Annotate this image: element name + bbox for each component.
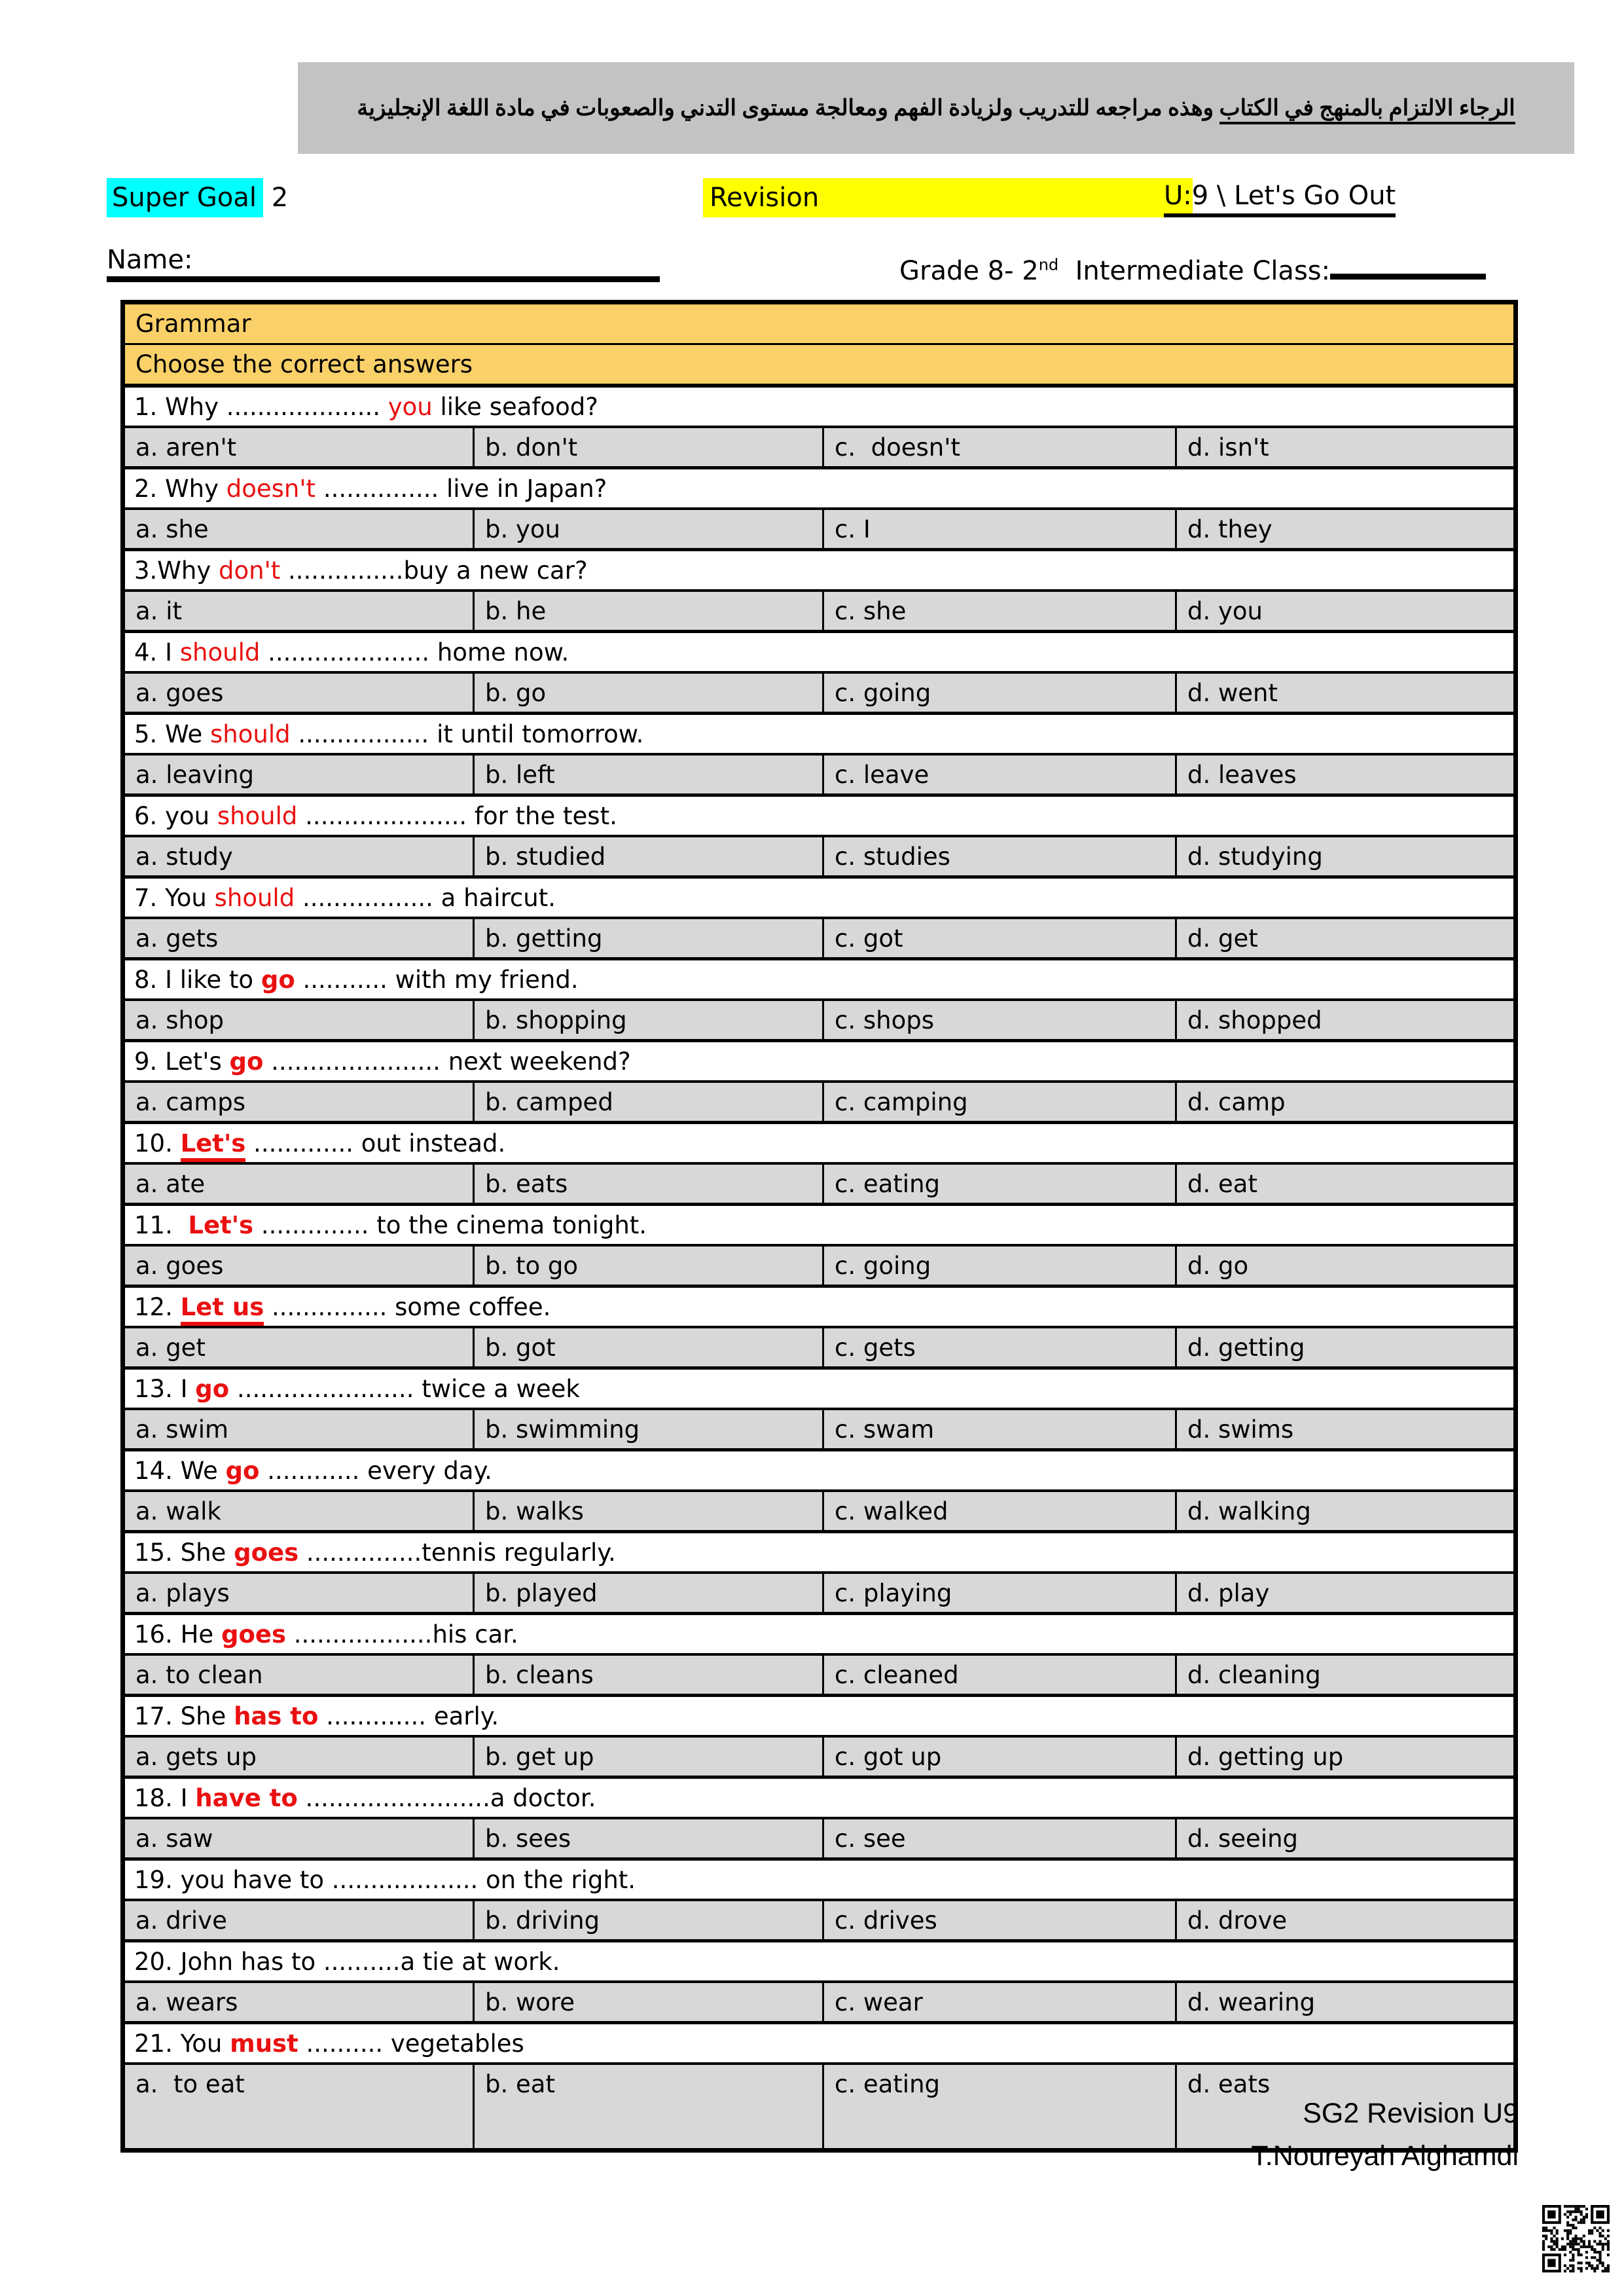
- question-text: [123, 1041, 1516, 1082]
- option-cell: d. eats: [1176, 2064, 1516, 2151]
- option-cell: a. she: [123, 509, 474, 550]
- option-cell: d. leaves: [1176, 754, 1516, 795]
- options-row: [123, 672, 1516, 714]
- question-keyword: must: [230, 2029, 298, 2058]
- option-cell: c. I: [823, 509, 1176, 550]
- class-blank-line: [1330, 244, 1486, 280]
- question-text: [123, 1532, 1516, 1573]
- qr-code: [1542, 2205, 1610, 2272]
- book-title-line: [107, 178, 288, 217]
- option-cell: b. eat: [474, 2064, 823, 2151]
- question-text: [123, 550, 1516, 591]
- options-row: [123, 1573, 1516, 1614]
- options-row: [123, 836, 1516, 877]
- option-cell: d. you: [1176, 591, 1516, 632]
- question-fragment: 11.: [134, 1211, 189, 1239]
- option-cell: c. see: [823, 1818, 1176, 1859]
- options-row: [123, 1900, 1516, 1941]
- option-cell: b. cleans: [474, 1654, 823, 1696]
- option-cell: d. eat: [1176, 1163, 1516, 1205]
- question-fragment: 6. you: [134, 801, 217, 830]
- question-fragment: ............ every day.: [259, 1456, 492, 1485]
- question-text: [123, 1368, 1516, 1410]
- option-cell: d. getting up: [1176, 1736, 1516, 1777]
- option-cell: c. swam: [823, 1409, 1176, 1450]
- book-number: 2: [271, 183, 289, 213]
- question-keyword: doesn't: [226, 474, 316, 503]
- options-row: [123, 427, 1516, 468]
- options-row: [123, 754, 1516, 795]
- question-row: [123, 1777, 1516, 1819]
- question-row: [123, 1941, 1516, 1982]
- question-keyword: should: [217, 801, 298, 830]
- options-row: [123, 509, 1516, 550]
- options-row: [123, 1000, 1516, 1041]
- question-text: [123, 2023, 1516, 2064]
- question-row: [123, 1368, 1516, 1410]
- option-cell: d. they: [1176, 509, 1516, 550]
- question-fragment: 3.Why: [134, 556, 219, 585]
- question-keyword: go: [261, 965, 295, 994]
- question-keyword: go: [195, 1374, 230, 1403]
- options-row: [123, 1982, 1516, 2023]
- option-cell: b. got: [474, 1327, 823, 1368]
- option-cell: d. get: [1176, 918, 1516, 959]
- option-cell: c. studies: [823, 836, 1176, 877]
- option-cell: d. went: [1176, 672, 1516, 714]
- option-cell: c. playing: [823, 1573, 1176, 1614]
- question-fragment: 8. I like to: [134, 965, 261, 994]
- options-row: [123, 1736, 1516, 1777]
- question-fragment: ..................... for the test.: [297, 801, 617, 830]
- option-cell: a. wears: [123, 1982, 474, 2023]
- question-fragment: 17. She: [134, 1702, 234, 1730]
- question-keyword: Let's: [188, 1211, 254, 1239]
- option-cell: a. plays: [123, 1573, 474, 1614]
- credit-line-2: T.Noureyah Alghamdi: [1251, 2140, 1519, 2172]
- question-row: [123, 1286, 1516, 1328]
- option-cell: c. leave: [823, 754, 1176, 795]
- question-text: [123, 1696, 1516, 1737]
- option-cell: c. got: [823, 918, 1176, 959]
- arabic-text: [357, 95, 1515, 121]
- question-fragment: like seafood?: [432, 392, 598, 421]
- question-row: [123, 468, 1516, 509]
- question-keyword: Let's: [181, 1129, 246, 1162]
- question-text: [123, 1205, 1516, 1246]
- question-keyword: goes: [234, 1538, 299, 1567]
- question-text: [123, 1941, 1516, 1982]
- question-text: [123, 1777, 1516, 1819]
- option-cell: c. gets: [823, 1327, 1176, 1368]
- question-text: [123, 1614, 1516, 1655]
- question-fragment: ..................his car.: [285, 1620, 518, 1649]
- option-cell: d. go: [1176, 1245, 1516, 1286]
- question-keyword: should: [210, 720, 291, 748]
- question-row: [123, 1614, 1516, 1655]
- table-instruction-row: [123, 344, 1516, 386]
- option-cell: d. isn't: [1176, 427, 1516, 468]
- option-cell: b. go: [474, 672, 823, 714]
- footer-credit: [1251, 2092, 1519, 2177]
- unit-title: U:9 \ Let's Go Out: [1164, 178, 1396, 217]
- option-cell: c. going: [823, 672, 1176, 714]
- options-row: [123, 1409, 1516, 1450]
- option-cell: b. shopping: [474, 1000, 823, 1041]
- option-cell: d. drove: [1176, 1900, 1516, 1941]
- question-row: [123, 1532, 1516, 1573]
- question-fragment: 20. John has to ..........a tie at work.: [134, 1947, 560, 1976]
- grammar-table-body: [123, 302, 1516, 2151]
- option-cell: b. camped: [474, 1082, 823, 1123]
- book-title-highlight: [107, 178, 263, 217]
- question-row: [123, 959, 1516, 1000]
- option-cell: d. seeing: [1176, 1818, 1516, 1859]
- option-cell: c. wear: [823, 1982, 1176, 2023]
- question-row: [123, 877, 1516, 919]
- question-fragment: 12.: [134, 1292, 181, 1321]
- option-cell: b. to go: [474, 1245, 823, 1286]
- options-row: [123, 1163, 1516, 1205]
- question-keyword: don't: [219, 556, 281, 585]
- question-fragment: 1. Why ....................: [134, 392, 388, 421]
- option-cell: a. walk: [123, 1491, 474, 1532]
- question-keyword: you: [388, 392, 433, 421]
- question-row: [123, 386, 1516, 427]
- option-cell: b. wore: [474, 1982, 823, 2023]
- option-cell: a. swim: [123, 1409, 474, 1450]
- options-row: [123, 918, 1516, 959]
- question-text: [123, 632, 1516, 673]
- option-cell: d. cleaning: [1176, 1654, 1516, 1696]
- question-row: [123, 550, 1516, 591]
- arabic-banner: [298, 62, 1574, 154]
- question-text: [123, 1286, 1516, 1328]
- option-cell: c. walked: [823, 1491, 1176, 1532]
- question-fragment: ........... with my friend.: [295, 965, 579, 994]
- name-blank-line: [107, 244, 660, 282]
- question-text: [123, 795, 1516, 837]
- question-row: [123, 1205, 1516, 1246]
- grammar-table: [120, 300, 1518, 2153]
- option-cell: c. got up: [823, 1736, 1176, 1777]
- option-cell: b. you: [474, 509, 823, 550]
- arabic-rest: وهذه مراجعه للتدريب ولزيادة الفهم ومعالجة مستوى التدني والصعوبات في مادة اللغة الإنجليزية: [357, 96, 1219, 120]
- option-cell: c. eating: [823, 1163, 1176, 1205]
- question-fragment: ............... live in Japan?: [316, 474, 607, 503]
- options-row: [123, 1082, 1516, 1123]
- option-cell: a. shop: [123, 1000, 474, 1041]
- option-cell: d. camp: [1176, 1082, 1516, 1123]
- option-cell: d. studying: [1176, 836, 1516, 877]
- question-text: [123, 714, 1516, 755]
- question-text: [123, 1123, 1516, 1164]
- option-cell: b. swimming: [474, 1409, 823, 1450]
- question-text: [123, 1859, 1516, 1901]
- question-fragment: 18. I: [134, 1783, 196, 1812]
- option-cell: a. gets up: [123, 1736, 474, 1777]
- option-cell: c. she: [823, 591, 1176, 632]
- class-label: Intermediate Class:: [1058, 256, 1331, 286]
- question-keyword: go: [225, 1456, 260, 1485]
- question-fragment: ............... some coffee.: [264, 1292, 551, 1321]
- question-fragment: 19. you have to ................... on the right.: [134, 1865, 636, 1894]
- question-fragment: 14. We: [134, 1456, 226, 1485]
- grade-text: Grade 8- 2: [899, 256, 1039, 286]
- question-fragment: 9. Let's: [134, 1047, 230, 1076]
- name-label: Name:: [107, 245, 193, 275]
- options-row: [123, 591, 1516, 632]
- option-cell: a. to eat: [123, 2064, 474, 2151]
- question-row: [123, 1859, 1516, 1901]
- question-fragment: 4. I: [134, 638, 180, 666]
- grade-superscript: nd: [1038, 255, 1059, 274]
- question-fragment: 10.: [134, 1129, 181, 1157]
- option-cell: b. driving: [474, 1900, 823, 1941]
- question-keyword: goes: [221, 1620, 286, 1649]
- question-keyword: should: [179, 638, 261, 666]
- question-row: [123, 795, 1516, 837]
- option-cell: b. walks: [474, 1491, 823, 1532]
- revision-highlight: [703, 178, 1193, 217]
- option-cell: b. get up: [474, 1736, 823, 1777]
- arabic-underlined-phrase: الرجاء الالتزام بالمنهج في الكتاب: [1219, 96, 1515, 124]
- question-text: [123, 386, 1516, 427]
- question-fragment: ............. early.: [318, 1702, 499, 1730]
- question-keyword: Let us: [181, 1293, 264, 1326]
- question-row: [123, 632, 1516, 673]
- option-cell: c. going: [823, 1245, 1176, 1286]
- question-keyword: go: [229, 1047, 264, 1076]
- option-cell: d. shopped: [1176, 1000, 1516, 1041]
- option-cell: b. don't: [474, 427, 823, 468]
- credit-line-1: SG2 Revision U9: [1303, 2098, 1519, 2129]
- option-cell: b. he: [474, 591, 823, 632]
- option-cell: c. shops: [823, 1000, 1176, 1041]
- option-cell: a. it: [123, 591, 474, 632]
- instruction-text: Choose the correct answers: [123, 344, 1516, 386]
- question-fragment: 15. She: [134, 1538, 234, 1567]
- question-fragment: .......... vegetables: [298, 2029, 524, 2058]
- question-text: [123, 1450, 1516, 1491]
- section-title: Grammar: [123, 302, 1516, 344]
- option-cell: d. walking: [1176, 1491, 1516, 1532]
- option-cell: a. get: [123, 1327, 474, 1368]
- option-cell: a. goes: [123, 672, 474, 714]
- question-row: [123, 1041, 1516, 1082]
- question-keyword: have to: [195, 1783, 298, 1812]
- question-fragment: ....................... twice a week: [229, 1374, 580, 1403]
- option-cell: a. leaving: [123, 754, 474, 795]
- question-keyword: should: [214, 883, 295, 912]
- options-row: [123, 1818, 1516, 1859]
- option-cell: c. eating: [823, 2064, 1176, 2151]
- options-row: [123, 1654, 1516, 1696]
- option-cell: b. left: [474, 754, 823, 795]
- question-fragment: ............. out instead.: [245, 1129, 506, 1157]
- question-row: [123, 1123, 1516, 1164]
- option-cell: b. eats: [474, 1163, 823, 1205]
- option-cell: a. to clean: [123, 1654, 474, 1696]
- question-fragment: ..................... home now.: [260, 638, 569, 666]
- book-title: Super Goal: [112, 183, 257, 213]
- question-fragment: .............. to the cinema tonight.: [253, 1211, 647, 1239]
- option-cell: a. saw: [123, 1818, 474, 1859]
- option-cell: d. getting: [1176, 1327, 1516, 1368]
- question-fragment: ...................... next weekend?: [263, 1047, 631, 1076]
- question-fragment: 5. We: [134, 720, 211, 748]
- question-fragment: 13. I: [134, 1374, 196, 1403]
- option-cell: d. play: [1176, 1573, 1516, 1614]
- grade-label: [899, 244, 1486, 286]
- question-text: [123, 959, 1516, 1000]
- option-cell: d. wearing: [1176, 1982, 1516, 2023]
- option-cell: a. aren't: [123, 427, 474, 468]
- question-row: [123, 714, 1516, 755]
- options-row: [123, 1327, 1516, 1368]
- option-cell: a. goes: [123, 1245, 474, 1286]
- option-cell: b. sees: [474, 1818, 823, 1859]
- option-cell: c. cleaned: [823, 1654, 1176, 1696]
- question-fragment: 7. You: [134, 883, 215, 912]
- question-keyword: has to: [234, 1702, 319, 1730]
- option-cell: c. doesn't: [823, 427, 1176, 468]
- option-cell: d. swims: [1176, 1409, 1516, 1450]
- question-row: [123, 2023, 1516, 2064]
- question-fragment: ...............tennis regularly.: [298, 1538, 616, 1567]
- question-text: [123, 468, 1516, 509]
- option-cell: c. camping: [823, 1082, 1176, 1123]
- options-row: [123, 1245, 1516, 1286]
- option-cell: b. played: [474, 1573, 823, 1614]
- question-fragment: ................. a haircut.: [295, 883, 556, 912]
- question-fragment: 21. You: [134, 2029, 230, 2058]
- question-fragment: ................. it until tomorrow.: [290, 720, 644, 748]
- option-cell: a. ate: [123, 1163, 474, 1205]
- question-fragment: 2. Why: [134, 474, 226, 503]
- options-row: [123, 1491, 1516, 1532]
- option-cell: b. getting: [474, 918, 823, 959]
- question-fragment: ...............buy a new car?: [280, 556, 588, 585]
- option-cell: a. gets: [123, 918, 474, 959]
- question-fragment: ........................a doctor.: [297, 1783, 596, 1812]
- revision-label: Revision: [710, 183, 820, 213]
- option-cell: a. camps: [123, 1082, 474, 1123]
- question-row: [123, 1450, 1516, 1491]
- option-cell: b. studied: [474, 836, 823, 877]
- question-row: [123, 1696, 1516, 1737]
- question-text: [123, 877, 1516, 919]
- option-cell: c. drives: [823, 1900, 1176, 1941]
- option-cell: a. drive: [123, 1900, 474, 1941]
- option-cell: a. study: [123, 836, 474, 877]
- question-fragment: 16. He: [134, 1620, 221, 1649]
- table-section-header: [123, 302, 1516, 344]
